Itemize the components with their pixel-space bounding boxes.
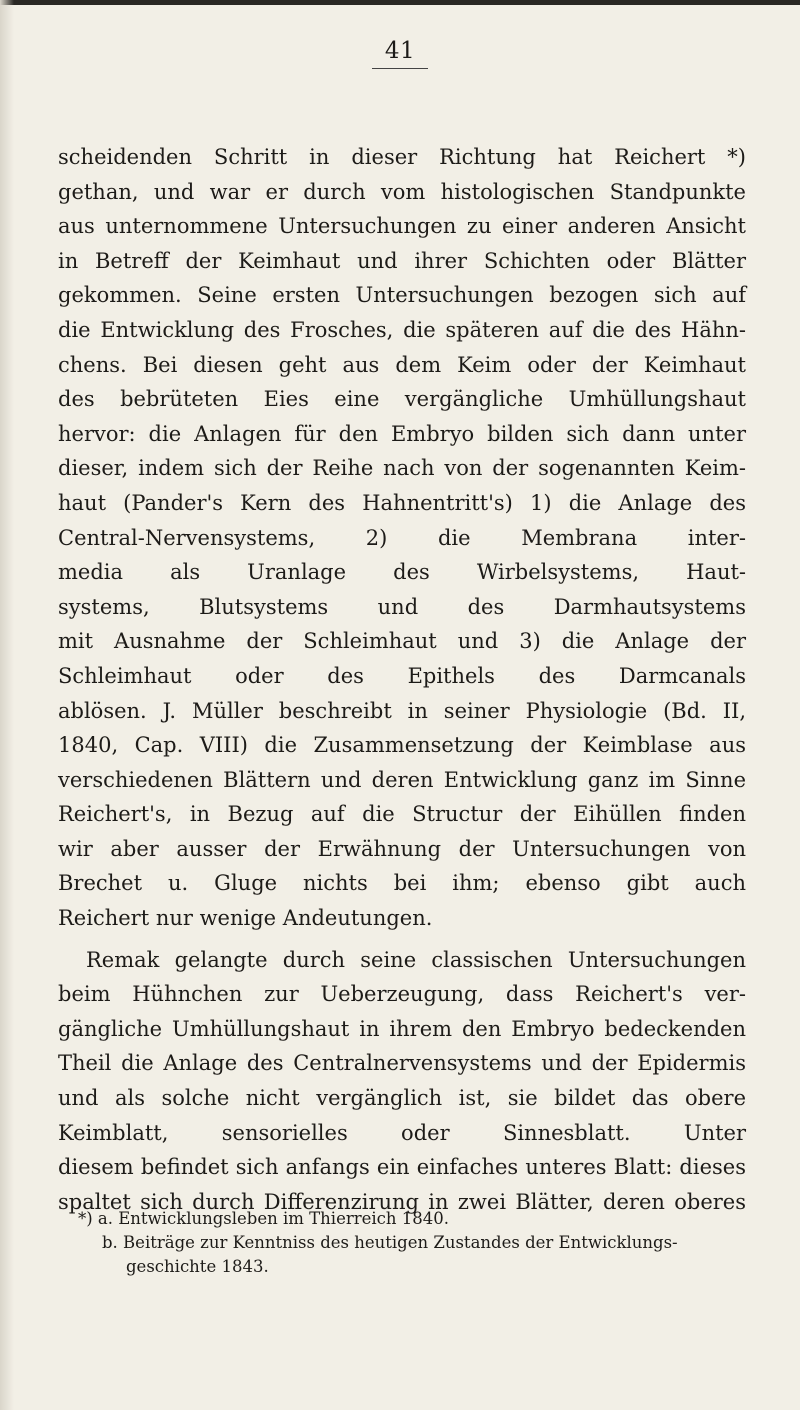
text-line: 1840, Cap. VIII) die Zusammensetzung der Keimblase aus — [58, 733, 746, 758]
text-line: systems, Blutsystems und des Darmhautsystems — [58, 594, 746, 619]
text-line: Reichert nur wenige Andeutungen. — [58, 906, 433, 931]
text-line: und als solche nicht vergänglich ist, sie bildet das obere — [58, 1086, 746, 1111]
text-line: Theil die Anlage des Centralnervensystems und der Epidermis — [58, 1051, 746, 1076]
text-line: Keimblatt, sensorielles oder Sinnesblatt. Unter — [58, 1120, 746, 1145]
text-line: gängliche Umhüllungshaut in ihrem den Embryo bedeckenden — [58, 1016, 746, 1041]
footnote-line: b. Beiträge zur Kenntniss des heutigen Zustandes der Entwicklungs- — [102, 1233, 678, 1252]
page-number-underline — [372, 68, 428, 69]
text-line: Reichert's, in Bezug auf die Structur der Eihüllen finden — [58, 802, 746, 827]
footnote-line: *) a. Entwicklungsleben im Thierreich 1840. — [78, 1209, 450, 1228]
text-line: des bebrüteten Eies eine vergängliche Umhüllungshaut — [58, 387, 746, 412]
text-line: hervor: die Anlagen für den Embryo bilden sich dann unter — [58, 421, 746, 446]
page-top-edge — [0, 0, 800, 5]
text-line: diesem befindet sich anfangs ein einfaches unteres Blatt: dieses — [58, 1155, 746, 1180]
footnote-line: geschichte 1843. — [126, 1257, 269, 1276]
text-line: Brechet u. Gluge nichts bei ihm; ebenso gibt auch — [58, 871, 746, 896]
text-line: in Betreff der Keimhaut und ihrer Schichten oder Blätter — [58, 248, 746, 273]
text-line: Central-Nervensystems, 2) die Membrana inter- — [58, 525, 746, 550]
text-line: Schleimhaut oder des Epithels des Darmcanals — [58, 663, 746, 688]
text-line: media als Uranlage des Wirbelsystems, Haut- — [58, 560, 746, 585]
body-text — [58, 140, 746, 1219]
text-line: Remak gelangte durch seine classischen Untersuchungen — [86, 947, 746, 972]
text-line: beim Hühnchen zur Ueberzeugung, dass Reichert's ver- — [58, 982, 746, 1007]
text-line: ablösen. J. Müller beschreibt in seiner Physiologie (Bd. II, — [58, 698, 746, 723]
page-left-shadow — [0, 0, 14, 1410]
text-line: verschiedenen Blättern und deren Entwicklung ganz im Sinne — [58, 767, 746, 792]
text-line: dieser, indem sich der Reihe nach von der sogenannten Keim- — [58, 456, 746, 481]
text-line: aus unternommene Untersuchungen zu einer anderen Ansicht — [58, 214, 746, 239]
text-line: scheidenden Schritt in dieser Richtung hat Reichert *) — [58, 145, 746, 169]
text-line: chens. Bei diesen geht aus dem Keim oder der Keimhaut — [58, 352, 746, 377]
text-line: wir aber ausser der Erwähnung der Untersuchungen von — [58, 836, 746, 861]
text-line: mit Ausnahme der Schleimhaut und 3) die Anlage der — [58, 629, 746, 654]
text-line: spaltet sich durch Differenzirung in zwei Blätter, deren oberes — [58, 1189, 746, 1214]
text-line: gethan, und war er durch vom histologischen Standpunkte — [58, 179, 746, 204]
footnotes — [78, 1207, 758, 1279]
text-line: gekommen. Seine ersten Untersuchungen bezogen sich auf — [58, 283, 746, 308]
text-line: die Entwicklung des Frosches, die späteren auf die des Hähn- — [58, 317, 746, 342]
page-number: 41 — [384, 38, 416, 64]
text-line: haut (Pander's Kern des Hahnentritt's) 1) die Anlage des — [58, 490, 746, 515]
